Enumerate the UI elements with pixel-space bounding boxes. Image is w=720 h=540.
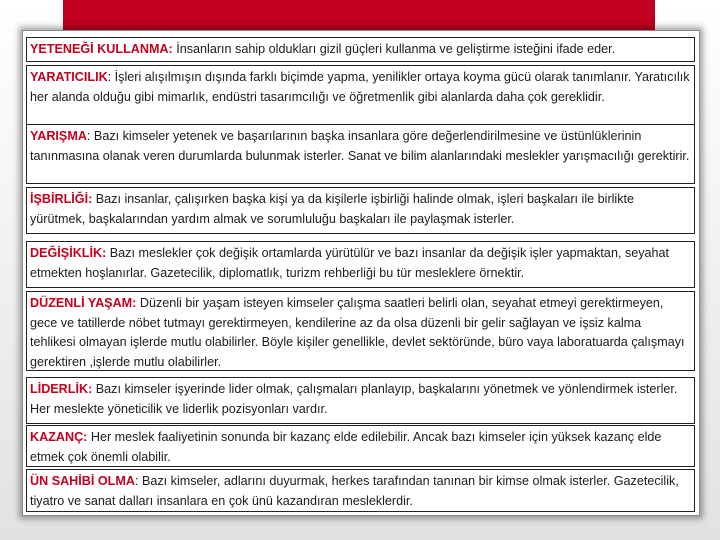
item-term: DEĞİŞİKLİK: xyxy=(30,246,107,260)
item-term: YARIŞMA xyxy=(30,129,87,143)
item-separator: : xyxy=(86,129,94,143)
item-text: Bazı kimseler yetenek ve başarılarının başka insanlara göre değerlendirilmesine ve üstünlüklerinin tanınmasına olanak veren durumlarda bulunmak isterler. Sanat ve bilim alanlarındaki meslekler yarışmacılığı gerektirir. xyxy=(30,129,690,163)
item-term: KAZANÇ: xyxy=(30,430,88,444)
item-text: Düzenli bir yaşam isteyen kimseler çalışma saatleri belirli olan, seyahat etmeyi gerektirmeyen, gece ve tatillerde nöbet tutmayı gerektirmeyen, kendilerine az da olsa düzenli bir gelir sağlayan ve işsiz kalma tehlikesi olmayan işlerde mutlu olabilirler. Böyle kişiler genellikle, devlet sektöründe, büro vaya laboratuarda çalışmayı gerektiren ,işlerde mutlu olabilirler. xyxy=(30,296,685,369)
item-text: Bazı kimseler, adlarını duyurmak, herkes tarafından tanınan bir kimse olmak isterler. Gazetecilik, tiyatro ve sanat dalları insanlara en çok ünü kazandıran mesleklerdir. xyxy=(30,474,679,508)
item-separator: : xyxy=(107,70,115,84)
item-term: LİDERLİK: xyxy=(30,382,93,396)
header-accent-bar xyxy=(63,0,655,33)
item-separator: : xyxy=(134,474,142,488)
item-isbirligi xyxy=(26,187,695,234)
item-un-sahibi-olma xyxy=(26,469,695,512)
item-text: Her meslek faaliyetinin sonunda bir kazanç elde edilebilir. Ancak bazı kimseler için yüksek kazanç elde etmek çok önemli olabilir. xyxy=(30,430,662,464)
item-term: DÜZENLİ YAŞAM: xyxy=(30,296,137,310)
item-text: İnsanların sahip oldukları gizil güçleri kullanma ve geliştirme isteğini ifade eder. xyxy=(172,42,616,56)
item-yarisma xyxy=(26,124,695,184)
item-text: Bazı insanlar, çalışırken başka kişi ya da kişilerle işbirliği halinde olmak, işleri başkaları ile birlikte yürütmek, başkalarından yardım almak ve sorumluluğu başkaları ile paylaşmak isterler. xyxy=(30,192,635,226)
item-term: ÜN SAHİBİ OLMA xyxy=(30,474,135,488)
item-term: YETENEĞİ KULLANMA: xyxy=(30,42,173,56)
item-liderlik xyxy=(26,377,695,424)
item-duzenli-yasam xyxy=(26,291,695,371)
item-term: YARATICILIK xyxy=(30,70,108,84)
item-text: İşleri alışılmışın dışında farklı biçimde yapma, yenilikler ortaya koyma gücü olarak tanımlanır. Yaratıcılık her alanda olduğu gibi mimarlık, endüstri tasarımcılığı ve öğretmenlik gibi alanlarda daha çok gereklidir. xyxy=(30,70,690,104)
item-text: Bazı kimseler işyerinde lider olmak, çalışmaları planlayıp, başkalarını yönetmek ve yönlendirmek isterler. Her meslekte yöneticilik ve liderlik pozisyonları vardır. xyxy=(30,382,678,416)
item-text: Bazı meslekler çok değişik ortamlarda yürütülür ve bazı insanlar da değişik işler yapmaktan, seyahat etmekten hoşlanırlar. Gazetecilik, diplomatlık, turizm rehberliği bu tür mesleklere örnektir. xyxy=(30,246,670,280)
item-yaraticilik xyxy=(26,65,695,125)
item-term: İŞBİRLİĞİ: xyxy=(30,192,93,206)
content-card xyxy=(22,30,700,516)
item-degisiklik xyxy=(26,241,695,288)
item-yetenegi-kullanma xyxy=(26,37,695,62)
item-kazanc xyxy=(26,425,695,467)
